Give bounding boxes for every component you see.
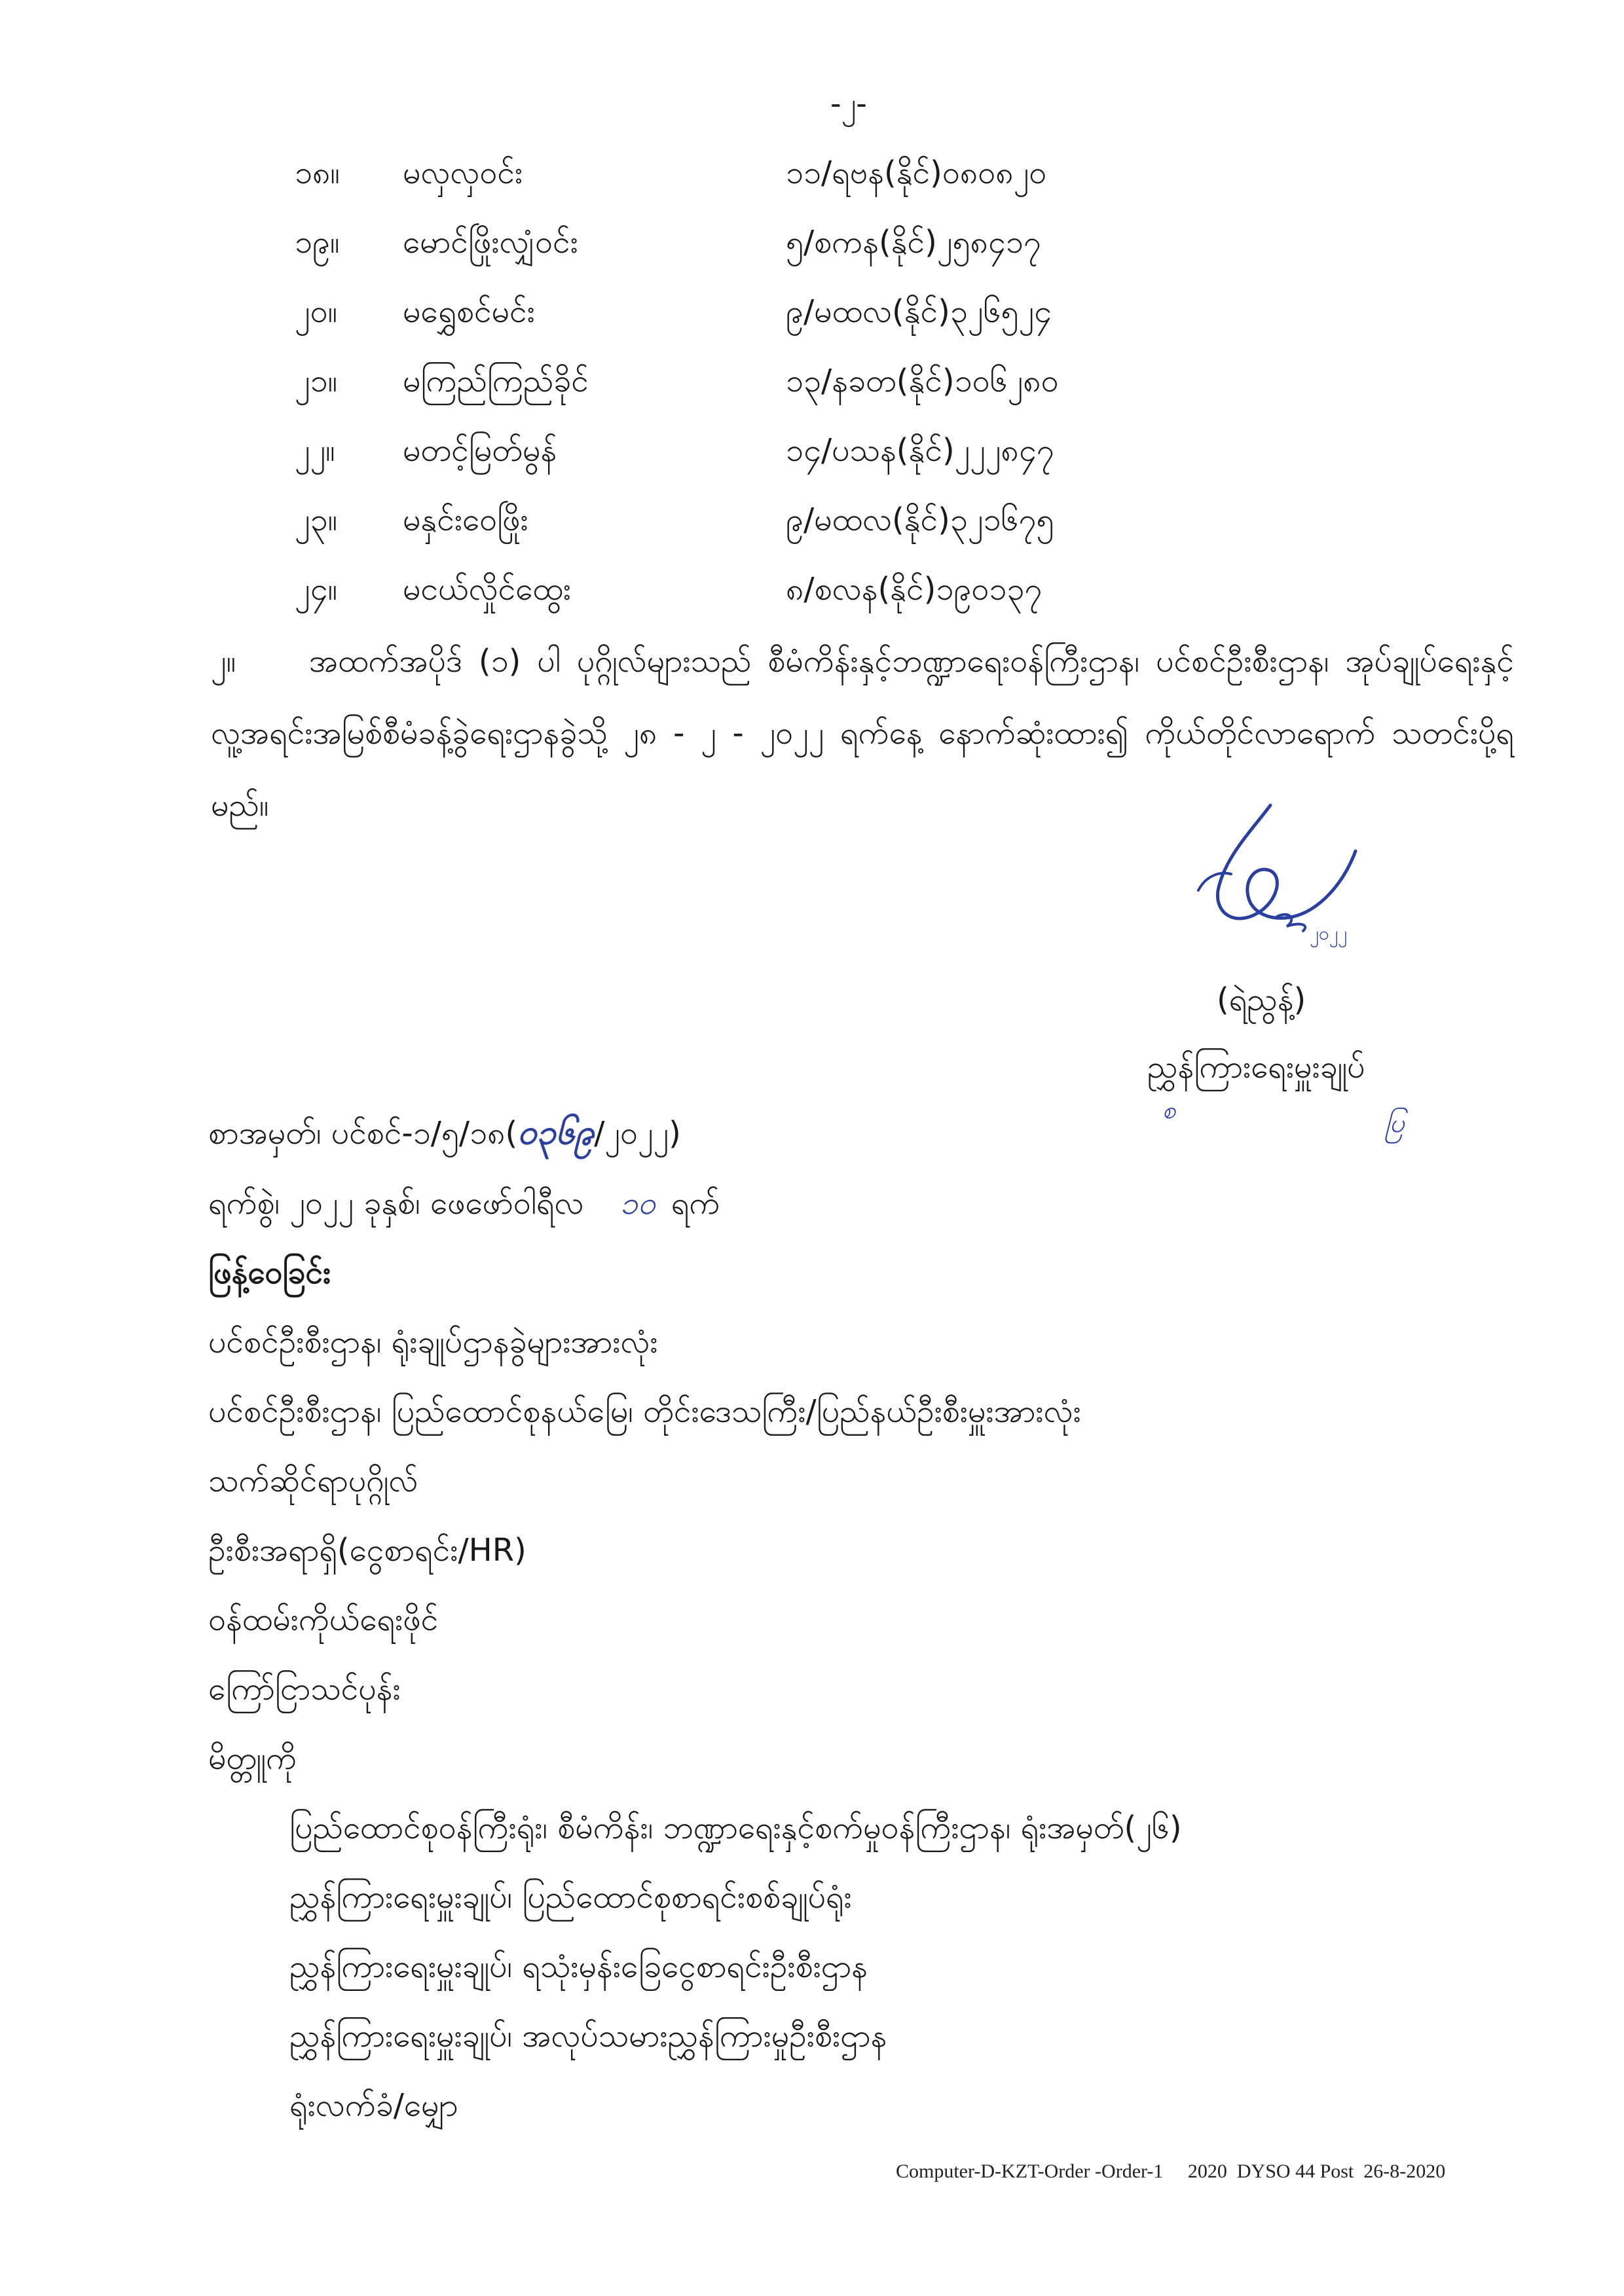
handwritten-mark: ပြ [1385, 1108, 1405, 1139]
copy-to-item: ညွှန်ကြားရေးမှူးချုပ်၊ ရသုံးမှန်းခြေငွေစာရင်းဦးစီးဌာန [289, 1948, 868, 1985]
distribution-item: ဦးစီးအရာရှိ(ငွေစာရင်း/HR) [208, 1532, 526, 1569]
distribution-item: သက်ဆိုင်ရာပုဂ္ဂိုလ် [208, 1463, 418, 1499]
list-id: ၁၁/ရဗန(နိုင်)၀၈၀၈၂၀ [786, 155, 1047, 191]
list-id: ၅/စကန(နိုင်)၂၅၈၄၁၇ [786, 224, 1041, 261]
signature-icon [1179, 779, 1388, 962]
signatory-name: (ရဲညွန့်) [1217, 981, 1306, 1018]
copy-to-item: ရုံးလက်ခံ/မျှော [289, 2087, 458, 2124]
list-id: ၁၄/ပသန(နိုင်)၂၂၂၈၄၇ [786, 432, 1054, 469]
signature-year: ၂၀၂၂ [1310, 922, 1348, 944]
list-number: ၂၀။ [295, 293, 338, 330]
list-number: ၂၂။ [295, 432, 335, 469]
list-number: ၂၄။ [295, 571, 338, 608]
reference-line [208, 1112, 681, 1154]
list-name: မလှလှဝင်း [403, 155, 523, 191]
page-number: -၂- [830, 86, 867, 121]
distribution-heading: ဖြန့်ဝေခြင်း [208, 1254, 331, 1291]
list-number: ၂၃။ [295, 501, 338, 538]
list-id: ၁၃/နခတ(နိုင်)၁၀၆၂၈၀ [786, 363, 1059, 399]
footer-file-reference: Computer-D-KZT-Order -Order-1 2020 DYSO 44 Post 26-8-2020 [896, 2160, 1446, 2182]
list-id: ၉/မထလ(နိုင်)၃၂၁၆၇၅ [786, 501, 1054, 538]
copy-to-item: ညွှန်ကြားရေးမှူးချုပ်၊ ပြည်ထောင်စုစာရင်းစစ်ချုပ်ရုံး [289, 1879, 852, 1916]
copy-to-item: ညွှန်ကြားရေးမှူးချုပ်၊ အလုပ်သမားညွှန်ကြားမှုဦးစီးဌာန [289, 2018, 887, 2054]
paragraph-text: အထက်အပိုဒ် (၁) ပါ ပုဂ္ဂိုလ်များသည် စီမံကိန်းနှင့်ဘဏ္ဍာရေးဝန်ကြီးဌာန၊ ပင်စင်ဦးစီးဌာန၊ အုပ်ချုပ်ရေးနှင့် လူ့အရင်းအမြစ်စီမံခန့်ခွဲရေးဌာနခွဲသို့ ၂၈ - ၂ - ၂၀၂၂ ရက်နေ့ နောက်ဆုံးထား၍ ကိုယ်တိုင်လာရောက် သတင်းပို့ရမည်။ [211, 643, 1514, 824]
list-id: ၉/မထလ(နိုင်)၃၂၆၅၂၄ [786, 293, 1052, 330]
list-name: မကြည်ကြည်ခိုင် [403, 363, 589, 399]
paragraph-number: ၂။ [211, 643, 236, 680]
date-prefix: ရက်စွဲ၊ ၂၀၂၂ ခုနှစ်၊ ဖေဖော်ဝါရီလ [208, 1185, 584, 1222]
signatory-title: ညွှန်ကြားရေးမှူးချုပ် [1147, 1049, 1365, 1085]
list-name: မငယ်လှိုင်ထွေး [403, 571, 571, 608]
date-suffix: ရက် [671, 1185, 720, 1222]
distribution-item: မိတ္တူကို [208, 1740, 297, 1777]
list-name: မရွှေစင်မင်း [403, 293, 535, 330]
list-number: ၁၉။ [295, 224, 340, 261]
list-name: မောင်ဖြိုးလျှံဝင်း [403, 224, 578, 261]
handwritten-reference-number: ၀၃၆၉ [517, 1113, 595, 1152]
handwritten-mark: စ [1162, 1097, 1176, 1124]
distribution-item: ကြော်ငြာသင်ပုန်း [208, 1671, 401, 1707]
reference-prefix: စာအမှတ်၊ ပင်စင်-၁/၅/၁၈( [208, 1115, 518, 1152]
list-number: ၂၁။ [295, 363, 338, 399]
distribution-item: ပင်စင်ဦးစီးဌာန၊ ရုံးချုပ်ဌာနခွဲများအားလုံး [208, 1324, 658, 1360]
reference-suffix: /၂၀၂၂) [594, 1115, 681, 1152]
handwritten-date-day: ၁၀ [619, 1185, 655, 1222]
list-name: မနှင်းဝေဖြိုး [403, 501, 528, 538]
list-id: ၈/စလန(နိုင်)၁၉၀၁၃၇ [786, 571, 1043, 608]
distribution-item: ပင်စင်ဦးစီးဌာန၊ ပြည်ထောင်စုနယ်မြေ၊ တိုင်းဒေသကြီး/ပြည်နယ်ဦးစီးမှူးအားလုံး [208, 1393, 1081, 1430]
copy-to-item: ပြည်ထောင်စုဝန်ကြီးရုံး၊ စီမံကိန်း၊ ဘဏ္ဍာရေးနှင့်စက်မှုဝန်ကြီးဌာန၊ ရုံးအမှတ်(၂၆) [289, 1810, 1182, 1846]
list-number: ၁၈။ [295, 155, 340, 191]
date-line [208, 1182, 720, 1224]
distribution-item: ဝန်ထမ်းကိုယ်ရေးဖိုင် [208, 1601, 439, 1638]
list-name: မတင့်မြတ်မွန် [403, 432, 557, 469]
